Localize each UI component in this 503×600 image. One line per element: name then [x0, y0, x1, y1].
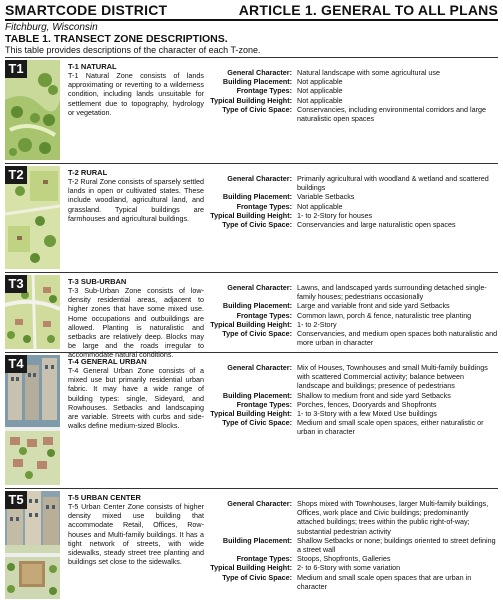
zone-name: T-4 GENERAL URBAN	[68, 357, 147, 366]
zone-description: T-5 Urban Center Zone consists of higher density mixed use building that accommodate Retail, Offices, Row- houses and Multi-family buildings. It has a tight network of streets, with wide sidewalks, steady street tree planting and buildings set close to the sidewalks.	[68, 502, 204, 567]
zone-name: T-5 URBAN CENTER	[68, 493, 141, 502]
general-character-row: General Character: Mix of Houses, Townhouses and small Multi-family buildings with scattered Commercial activity; balance between landscape and buildings; presence of pedestrians	[227, 363, 488, 391]
zone-badge: T1	[5, 60, 27, 78]
zone-badge: T2	[5, 166, 27, 184]
civic-space-row: Type of Civic Space: Conservancies and large naturalistic open spaces	[222, 220, 456, 230]
zone-badge: T5	[5, 491, 27, 509]
civic-space-row: Type of Civic Space: Medium and small scale open spaces, either naturalistic or urban in character	[222, 418, 484, 437]
building-placement-row: Building Placement: Large and variable front and side yard Setbacks	[222, 301, 450, 311]
zone-row-t4	[5, 352, 498, 486]
building-height-row: Typical Building Height: 1- to 2-Story	[210, 319, 337, 329]
general-character-row: General Character: Lawns, and landscaped yards surrounding detached single-family houses; pedestrians occasionally	[227, 283, 487, 302]
zone-row-t5	[5, 488, 498, 599]
zone-name: T-2 RURAL	[68, 168, 108, 177]
zone-description: T-2 Rural Zone consists of sparsely settled lands in open or cultivated states. These include woodland, agricultural land, and grassland. Typical buildings are farmhouses and agricultural buildings.	[68, 177, 204, 223]
general-character-row: General Character: Shops mixed with Townhouses, larger Multi-family buildings, Offices, work place and Civic buildings; predominantly attached buildings; trees within the public right-of-way; substantial pedestrian activity	[227, 499, 489, 536]
frontage-types-row: Frontage Types: Not applicable	[236, 86, 343, 96]
building-height-row: Typical Building Height: 1- to 2-Story for houses	[210, 210, 373, 220]
frontage-types-row: Frontage Types: Common lawn, porch & fence, naturalistic tree planting	[236, 310, 472, 320]
zone-attributes	[205, 174, 498, 229]
zone-attributes	[205, 68, 498, 123]
building-placement-row: Building Placement: Variable Setbacks	[222, 192, 355, 202]
zone-name: T-3 SUB-URBAN	[68, 277, 127, 286]
zone-row-t2	[5, 163, 498, 270]
city-name: Fitchburg, Wisconsin	[5, 22, 98, 33]
page-header	[5, 2, 498, 20]
general-urban-zone-illustration	[5, 355, 60, 485]
building-height-row: Typical Building Height: Not applicable	[210, 95, 343, 105]
frontage-types-row: Frontage Types: Not applicable	[236, 201, 343, 211]
zone-attributes	[205, 283, 498, 347]
zone-attributes	[205, 363, 498, 437]
building-placement-row: Building Placement: Not applicable	[222, 77, 343, 87]
civic-space-row: Type of Civic Space: Conservancies, including environmental corridors and large naturalistic open spaces	[222, 104, 486, 124]
general-character-row: General Character: Natural landscape with some agricultural use	[227, 68, 441, 77]
zone-badge: T4	[5, 355, 27, 373]
civic-space-row: Type of Civic Space: Conservancies, and medium open spaces both naturalistic and more urban in character	[222, 329, 498, 348]
zone-name: T-1 NATURAL	[68, 62, 117, 71]
table-title: TABLE 1. TRANSECT ZONE DESCRIPTIONS.	[5, 33, 228, 45]
district-title: SMARTCODE DISTRICT	[5, 2, 168, 18]
header-rule	[5, 19, 498, 21]
zone-row-t3	[5, 272, 498, 360]
building-placement-row: Building Placement: Shallow Setbacks or none; buildings oriented to street defining a street wall	[222, 535, 496, 555]
frontage-types-row: Frontage Types: Stoops, Shopfronts, Galleries	[236, 554, 391, 564]
article-title: ARTICLE 1. GENERAL TO ALL PLANS	[238, 2, 498, 18]
zone-description: T-4 General Urban Zone consists of a mixed use but primarily residential urban fabric. It may have a wide range of building types: single, Sideyard, and Rowhouses. Setbacks and landscaping are variable. Streets with curbs and side-walks define medium-sized Blocks.	[68, 366, 204, 431]
building-height-row: Typical Building Height: 1- to 3-Story with a few Mixed Use buildings	[210, 409, 437, 419]
zone-badge: T3	[5, 275, 27, 293]
zone-description: T-3 Sub-Urban Zone consists of low-density residential areas, adjacent to higher zones that have some mixed use. Home occupations and outbuildings are allowed. Planting is naturalistic and setbacks are relatively deep. Blocks may be large and the roads irregular to accommodate natural conditions.	[68, 286, 204, 360]
building-height-row: Typical Building Height: 2- to 6-Story with some variation	[210, 563, 401, 573]
general-character-row: General Character: Primarily agricultural with woodland & wetland and scattered buildings	[227, 174, 489, 193]
building-placement-row: Building Placement: Shallow to medium front and side yard Setbacks	[222, 390, 451, 400]
zone-row-t1	[5, 57, 498, 161]
zone-description: T-1 Natural Zone consists of lands approximating or reverting to a wilderness condition, including lands unsuitable for settlement due to topography, hydrology or vegetation.	[68, 71, 204, 117]
civic-space-row: Type of Civic Space: Medium and small scale open spaces that are urban in character	[222, 572, 472, 591]
zone-attributes	[205, 499, 498, 591]
frontage-types-row: Frontage Types: Porches, fences, Dooryards and Shopfronts	[236, 399, 437, 409]
table-subtitle: This table provides descriptions of the character of each T-zone.	[5, 45, 261, 55]
